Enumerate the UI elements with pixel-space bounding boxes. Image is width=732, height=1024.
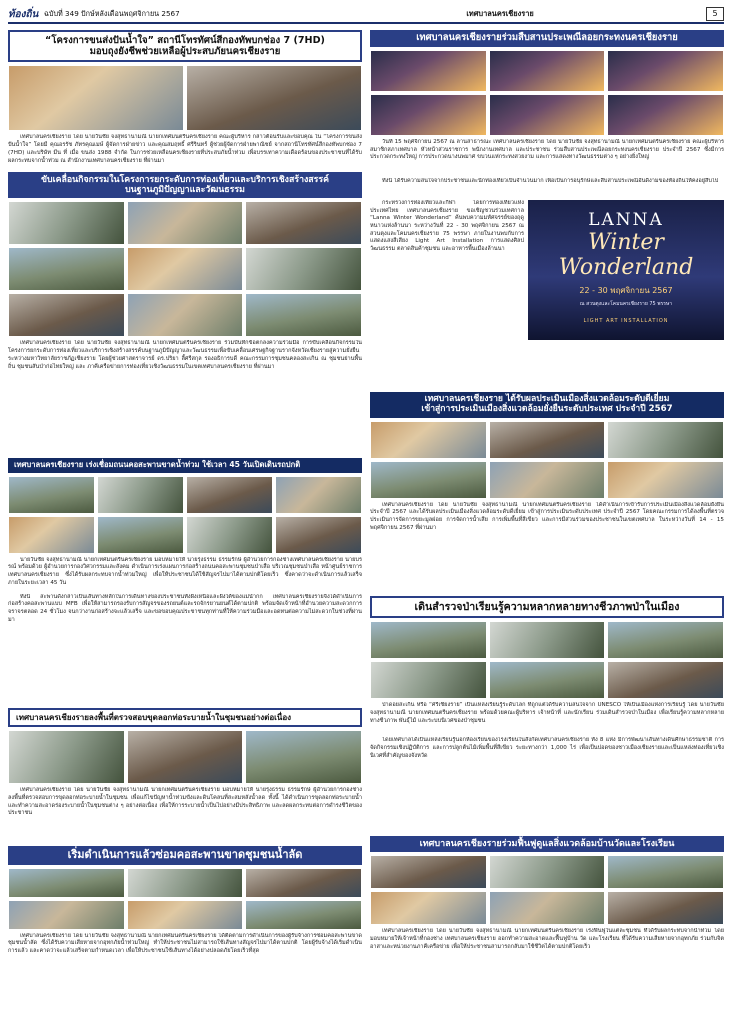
photo-grid [8,201,362,337]
section-label: เทศบาลนครเชียงราย [466,9,534,18]
headline-line-2: มอบถุงยังชีพช่วยเหลือผู้ประสบภัยนครเชียงราย [89,46,281,58]
photo [245,868,362,898]
article-water [8,30,362,180]
headline-repair: เริ่มดำเนินการแล้วซ่อมคอสะพานขาดชุมชนน้ำลัด [8,846,362,865]
photo [607,891,724,925]
photo [370,661,487,699]
photo [8,730,125,784]
article-body: กระทรวงการท่องเที่ยวและกีฬา โดยการท่องเที่ยวแห่งประเทศไทย เทศบาลนครเชียงราย ขอเชิญชวนร่วมเทศกาล “Lanna Winter Wonderland” ค้นพบความมหัศจรรย์ของฤดูหนาวแห่งล้านนา ระหว่างวันที่ 22 - 30 พฤศจิกายน 2567 ณ สวนตุงและโคมนครเชียงราย 75 พรรษา ภายในงานพบกับการแสดงแสงสีเสียง Light Art Installation การแสดงศิลปวัฒนธรรม ตลาดสินค้าชุมชน และอาหารพื้นเมืองล้านนา [370,199,524,253]
photo [97,476,184,514]
headline-environment [370,392,724,418]
newspaper-logo: ท้องถิ่น [8,8,39,20]
masthead [8,6,724,24]
photo [607,461,724,499]
photo [186,516,273,554]
photo [8,476,95,514]
poster-footer: LIGHT ART INSTALLATION [583,317,669,324]
photo [489,50,606,92]
photo [127,201,244,245]
photo [275,516,362,554]
photo [370,421,487,459]
headline-tourism [8,172,362,198]
article-tourism [8,172,362,388]
winter-wonderland-block [370,200,724,340]
headline-bridge: เทศบาลนครเชียงราย เร่งเชื่อมถนนคอสะพานขาดน้ำท่วม ใช้เวลา 45 วันเปิดเดินรถปกติ [8,458,362,473]
photo [127,900,244,930]
article-body: เทศบาลนครเชียงราย โดย นายวันชัย จงสุทธานามณี นายกเทศมนตรีนครเชียงราย ร่วมบันทึกข้อตกลงความร่วมมือ การขับเคลื่อนกิจกรรมในโครงการยกระดับการท่องเที่ยวและบริการเชิงสร้างสรรค์บนฐานภูมิปัญญาและวัฒนธรรมเพื่อขับเคลื่อนเศรษฐกิจฐานรากจังหวัดเชียงรายสู่ความยั่งยืน ระหว่างมหาวิทยาลัยราชภัฏเชียงราย โดยผู้ช่วยศาสตราจารย์ ดร.ปริยา ลี้ศรีสกุล รองอธิการบดี คณะกรรมการชุมชนคลองสะเกิน ณ ชุมชนย่านพื้นถิ่น ชุมชนสันป่าก่อไทยใหญ่ และ ภาคีเครือข่ายการท่องเที่ยวเชิงวัฒนธรรมในเขตเทศบาลนครเชียงราย ที่ผ่านมา [8,340,362,371]
photo [245,293,362,337]
photo [370,94,487,136]
headline-line-1: ขับเคลื่อนกิจกรรมในโครงการยกระดับการท่องเที่ยวและบริการเชิงสร้างสรรค์ [40,175,330,185]
article-pipes [8,708,362,827]
photo [489,855,606,889]
article-repair [8,846,362,963]
headline-loy-krathong: เทศบาลนครเชียงรายร่วมสืบสานประเพณีลอยกระทงนครเชียงราย [370,30,724,47]
photo [489,461,606,499]
article-body: ทั้งนี้ สะพานดังกล่าวเป็นเส้นทางหลักในการเดินทางของประชาชนทั้งฝั่งเหนือและฝั่งใต้ของแม่น้ำกก เทศบาลนครเชียงรายจึงได้ดำเนินการก่อสร้างคอสะพานแบบ MFB เพื่อให้สามารถรองรับการสัญจรของรถยนต์และรถจักรยานยนต์ได้ตามปกติ พร้อมจัดเจ้าหน้าที่อำนวยความสะดวกการจราจรตลอด 24 ชั่วโมง จนกว่างานก่อสร้างจะแล้วเสร็จ และขอขอบคุณประชาชนทุกท่านที่ให้ความร่วมมือและอดทนต่อความไม่สะดวกในช่วงที่ผ่านมา [8,593,362,623]
poster-subtitle: Winter Wonderland [558,229,694,280]
issue-line: ฉบับที่ 349 ปักษ์หลังเดือนพฤศจิกายน 2567 [44,8,180,18]
photo [370,50,487,92]
article-bridge [8,458,362,632]
photo [370,891,487,925]
photo [127,868,244,898]
photo [607,661,724,699]
headline-line-1: “โครงการขนส่งปันน้ำใจ” สถานีโทรทัศน์สีกองทัพบกช่อง 7 (7HD) [45,35,325,46]
headline-school: เทศบาลนครเชียงรายร่วมฟื้นฟูดูแลสิ่งแวดล้อมบ้านวัดและโรงเรียน [370,836,724,852]
page-number: 5 [706,7,724,21]
photo [489,661,606,699]
photo [186,65,362,131]
poster-title: LANNA [588,209,664,230]
photo [370,855,487,889]
photo [127,247,244,291]
photo [607,421,724,459]
headline-line-2: บนฐานภูมิปัญญาและวัฒนธรรม [125,185,245,196]
article-body: ทั้งนี้ ได้รับความสนใจจากประชาชนและนักท่องเที่ยวเป็นจำนวนมาก เพื่อเป็นการอนุรักษ์และสืบสานประเพณีอันดีงามของท้องถิ่นให้คงอยู่สืบไป [382,177,719,184]
photo [127,730,244,784]
photo [489,891,606,925]
article-body: เทศบาลนครเชียงราย โดย นายวันชัย จงสุทธานามณี นายกเทศมนตรีนครเชียงราย ได้ติดตามการดำเนินการของผู้รับจ้างการซ่อมคอสะพานขาดชุมชนน้ำลัด ซึ่งได้รับความเสียหายจากอุทกภัยน้ำท่วมใหญ่ ทำให้ประชาชนไม่สามารถใช้เส้นทางสัญจรไปมาได้ตามปกติ โดยผู้รับจ้างได้เริ่มดำเนินการแล้ว และคาดว่าจะแล้วเสร็จตามกำหนดเวลา เพื่อให้ประชาชนใช้เส้นทางได้อย่างปลอดภัยโดยเร็วที่สุด [8,932,362,955]
photo [275,476,362,514]
photo-grid [370,421,724,499]
article-forest-learning [370,596,724,769]
photo [607,94,724,136]
article-body: เทศบาลนครเชียงราย โดย นายวันชัย จงสุทธานามณี นายกเทศมนตรีนครเชียงราย เร่งฟื้นฟูในแต่ละชุมชน ที่ได้รับผลกระทบจากน้ำท่วม โดยมอบหมายให้เจ้าหน้าที่กองช่าง เทศบาลนครเชียงราย ออกทำความสะอาดและฟื้นฟูบ้าน วัด และโรงเรียน ที่ได้รับความเสียหายจากอุทกภัย ร่วมกับจิตอาสาและหน่วยงานภาคีเครือข่าย เพื่อให้ประชาชนสามารถกลับมาใช้ชีวิตได้ตามปกติโดยเร็ว [370,928,724,950]
photo [245,201,362,245]
photo [245,730,362,784]
poster-venue: ณ สวนตุงและโคมนครเชียงราย 75 พรรษา [579,300,673,307]
photo [489,94,606,136]
article-body: เทศบาลนครเชียงราย โดย นายวันชัย จงสุทธานามณี นายกเทศมนตรีนครเชียงราย มอบหมายให้ นายรุ่งธรรม ธรรมรักษ์ ผู้อำนวยการกองช่าง ลงพื้นที่ตรวจสอบการขุดลอกท่อระบายน้ำในชุมชน เพื่อแก้ไขปัญหาน้ำท่วมขังและดินโคลนที่สะสมหลังน้ำลด ทั้งนี้ ได้ดำเนินการขุดลอกท่อระบายน้ำและทำความสะอาดร่องระบายน้ำในชุมชนต่าง ๆ อย่างต่อเนื่อง เพื่อให้การระบายน้ำเป็นไปอย่างมีประสิทธิภาพ และลดผลกระทบต่อการดำรงชีวิตของประชาชน [8,787,362,817]
photo [245,900,362,930]
photo-grid [370,621,724,699]
photo-row [8,730,362,784]
photo-row [8,65,362,131]
photo-grid [370,855,724,925]
photo [370,621,487,659]
photo [8,65,184,131]
article-school [370,836,724,960]
photo [607,621,724,659]
photo-grid [370,50,724,136]
article-body: เทศบาลนครเชียงราย โดย นายวันชัย จงสุทธานามณี นายกเทศมนตรีนครเชียงราย คณะผู้บริหาร กล่าวต้อนรับและขอบคุณ ใน “โครงการขนส่งปันน้ำใจ” โดยมี คุณอรรัช ภัทรคุณเมษ์ ผู้จัดการฝ่ายข่าว และคุณสมฤทธิ์ ศรีรินทร์ ผู้ช่วยผู้จัดการฝ่ายพาณิชย์ จากสถานีโทรทัศน์สีกองทัพบกช่อง 7 (7HD) และบริษัท มีน ที่ เมื่อ ขนส่ง 1988 จำกัด ในการช่วยเหลือนครเชียงรายที่ประสบภัยน้ำท่วม เพื่อบรรเทาความเดือดร้อนของประชาชนที่ได้รับผลกระทบจากน้ำท่วม ณ สำนักงานเทศบาลนครเชียงราย ที่ผ่านมา [8,134,362,164]
article-loy-krathong [370,30,724,340]
photo [8,900,125,930]
poster-dates: 22 - 30 พฤศจิกายน 2567 [579,285,673,295]
photo [8,247,125,291]
article-body: วันที่ 15 พฤศจิกายน 2567 ณ ลานสาธารณะ เทศบาลนครเชียงราย โดย นายวันชัย จงสุทธานามณี นายกเทศมนตรีนครเชียงราย คณะผู้บริหาร สมาชิกสภาเทศบาล หัวหน้าส่วนราชการ พนักงานเทศบาล และประชาชน ร่วมสืบสานประเพณีลอยกระทงนครเชียงราย ประจำปี 2567 ซึ่งมีการประกวดกระทงใหญ่ การประกวดนางนพมาศ ขบวนแห่กระทงสวยงาม และการแสดงทางวัฒนธรรมต่าง ๆ อย่างยิ่งใหญ่ [370,138,724,161]
headline-pipes: เทศบาลนครเชียงรายลงพื้นที่ตรวจสอบขุดลอกท่อระบายน้ำในชุมชนอย่างต่อเนื่อง [8,708,362,727]
headline-line-2: เข้าสู่การประเมินเมืองสิ่งแวดล้อมยั่งยืนระดับประเทศ ประจำปี 2567 [421,403,673,414]
photo [607,50,724,92]
photo [186,476,273,514]
photo [489,421,606,459]
photo [8,516,95,554]
photo [607,855,724,889]
photo [97,516,184,554]
photo [127,293,244,337]
article-body: นายวันชัย จงสุทธานามณี นายกเทศมนตรีนครเชียงราย มอบหมายให้ นายรุ่งธรรม ธรรมรักษ์ ผู้อำนวยการกองช่างเทศบาลนครเชียงราย นายบรรณ์ พร้อมด้วย ผู้อำนวยการกองวิศวกรรมและสังคม ดำเนินการเร่งแผนการก่อสร้างถนนคอสะพานชุมชนป่าเสือ บริเวณชุมชนป่าเสือ หน้าศูนย์ราชการเทศบาลนครเชียงราย ซึ่งได้รับผลกระทบจากน้ำท่วมใหญ่ เพื่อให้ประชาชนได้ใช้สัญจรไปมาได้ตามปกติโดยเร็ว ซึ่งคาดว่าจะดำเนินการแล้วเสร็จภายในระยะเวลา 45 วัน [8,556,362,586]
photo-grid [8,476,362,554]
photo [8,293,125,337]
photo [489,621,606,659]
headline-forest-learning: เดินสำรวจป่าเรียนรู้ความหลากหลายทางชีวภาพป่าในเมือง [370,596,724,618]
headline-water [8,30,362,62]
winter-wonderland-poster [528,200,724,340]
photo [8,201,125,245]
photo [370,461,487,499]
photo [8,868,125,898]
photo-grid [8,868,362,930]
article-environment [370,392,724,552]
article-body: โดยเทศบาลได้เป็นแหล่งเรียนรู้นอกห้องเรียนของโรงเรียนในสังกัดเทศบาลนครเชียงราย ทั้ง 8 แห่ง มีการพัฒนาเส้นทางเดินศึกษาธรรมชาติ การจัดกิจกรรมเชิงปฏิบัติการ และการปลูกต้นไม้เพิ่มพื้นที่สีเขียว ระยะทางกว่า 1,000 ไร่ เพื่อเป็นปอดของชาวเมืองเชียงรายและเป็นแหล่งท่องเที่ยวเชิงนิเวศที่สำคัญของจังหวัด [370,737,724,759]
headline-line-1: เทศบาลนครเชียงราย ได้รับผลประเมินเมืองสิ่งแวดล้อมระดับดีเยี่ยม [424,394,670,404]
article-body: ป่าดอยสะเก็น หรือ “ศรีเชียงราย” เป็นแหล่งเรียนรู้ระดับโลก ที่ถูกแต่ได้รับความสนใจจาก UNESCO ให้เป็นเมืองแห่งการเรียนรู้ โดย นายวันชัย จงสุทธานามณี นายกเทศมนตรีนครเชียงราย พร้อมด้วยคณะผู้บริหาร เจ้าหน้าที่ และนักเรียน ร่วมเดินสำรวจป่าในเมือง เพื่อเรียนรู้ความหลากหลายทางชีวภาพ พันธุ์ไม้ และระบบนิเวศของป่าชุมชน [370,702,724,724]
photo [245,247,362,291]
article-body: เทศบาลนครเชียงราย โดย นายวันชัย จงสุทธานามณี นายกเทศมนตรีนครเชียงราย ได้ดำเนินการเข้ารับการประเมินเมืองสิ่งแวดล้อมยั่งยืน ประจำปี 2567 และได้รับผลประเมินเมืองสิ่งแวดล้อมระดับดีเยี่ยม เข้าสู่การประเมินระดับประเทศ ประจำปี 2567 โดยคณะกรรมการได้ลงพื้นที่ตรวจประเมินการจัดการขยะมูลฝอย การจัดการน้ำเสีย การเพิ่มพื้นที่สีเขียว และการมีส่วนร่วมของประชาชนในเขตเทศบาล ในระหว่างวันที่ 14 - 15 พฤศจิกายน 2567 ที่ผ่านมา [370,501,724,531]
